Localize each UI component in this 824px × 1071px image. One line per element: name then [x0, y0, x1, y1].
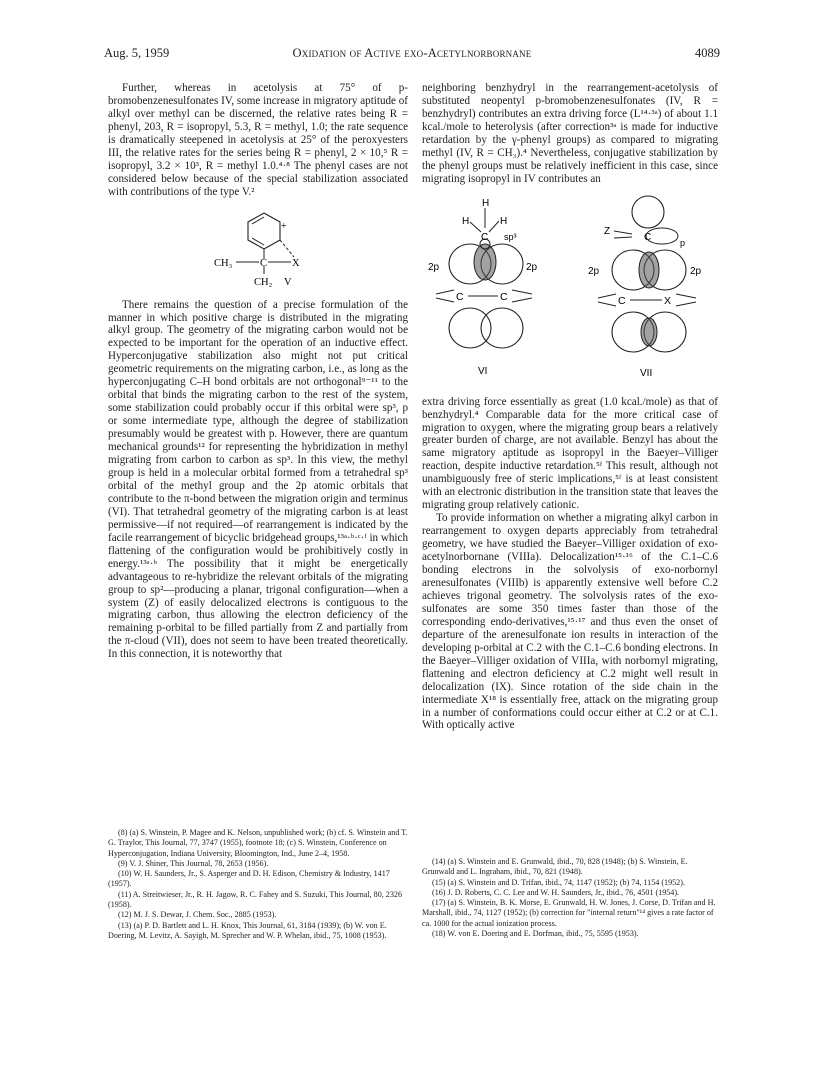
vii-c1-label: C: [618, 294, 626, 307]
orbital-figures: [422, 194, 718, 390]
vi-right-lower-lobe: [481, 308, 523, 348]
footnote: (10) W. H. Saunders, Jr., S. Asperger and D. H. Edison, Chemistry & Industry, 1417 (1957).: [108, 869, 390, 889]
vii-x-label: X: [664, 294, 672, 307]
vi-left-lower-lobe: [449, 308, 491, 348]
vii-axis-left-a: [598, 294, 616, 298]
paragraph-baeyer-villiger: To provide information on whether a migrating alkyl carbon in rearrangement to oxygen departs appreciably from tetrahedral geometry, we have studied the Baeyer–Villiger oxidation of exo-acetylnorbornane (VIIIa). Delocalization¹⁵·¹⁶ of the C.1–C.6 bonding electrons in the solvolysis of exo-norbornyl arenesulfonates (VIIIb) is apparently extensive well before C.2 achieves trigonal geometry. The solvolysis rates of the exo-sulfonates are some 350 times faster than those of the corresponding endo-derivatives,¹⁵·¹⁷ and thus even the onset of departure of the arenesulfonate ion results in interaction of the developing p-orbital at C.2 with the C.1–C.6 bonding electrons. In the Baeyer–Villiger oxidation of VIIIa, with norbornyl migrating, flattening and electron deficiency at C.2 might well result in delocalization (IX). Since rotation of the side chain in the intermediate X¹⁸ is essentially free, attack on the migrating group in a number of conformations could occur either at C.2 or at C.1. With optically active: [422, 512, 718, 732]
vi-bond-h-right: [489, 221, 499, 232]
vi-c-top: C: [481, 231, 489, 243]
vii-z-bond: [614, 231, 632, 234]
page-number: 4089: [695, 46, 720, 60]
vi-bond-h-left: [470, 222, 481, 232]
vi-axis-right-b: [512, 298, 532, 302]
vii-p-lobe: [639, 252, 659, 288]
footnote: (9) V. J. Shiner, This Journal, 78, 2653 (1956).: [118, 858, 269, 868]
ring-plus-sign: +: [281, 220, 287, 232]
vi-2p-right: 2p: [526, 261, 538, 273]
structure-V: [108, 207, 408, 293]
ch3-label: CH₃: [214, 257, 233, 269]
vii-p-label: p: [680, 237, 686, 248]
carbon-label: C: [260, 257, 268, 269]
footnotes-right: [422, 857, 718, 939]
footnote: (14) (a) S. Winstein and E. Grunwald, ibid., 70, 828 (1948); (b) S. Winstein, E. Grunwald and L. Ingraham, ibid., 70, 821 (1948).: [422, 857, 688, 877]
issue-date: Aug. 5, 1959: [104, 46, 170, 60]
vi-h-left: H: [462, 215, 470, 227]
x-label: X: [292, 257, 300, 269]
footnote: (8) (a) S. Winstein, P. Magee and K. Nelson, unpublished work; (b) cf. S. Winstein and T. G. Traylor, This Journal, 77, 3747 (1955), footnote 18; (c) S. Winstein, Conference on Hyperconjugation, Indiana University, Bloomington, Ind., June 2–4, 1958.: [108, 828, 408, 858]
vi-c1-label: C: [456, 290, 464, 303]
ring-outline: [248, 213, 280, 249]
footnote: (12) M. J. S. Dewar, J. Chem. Soc., 2885 (1953).: [118, 910, 277, 920]
left-column: [108, 82, 408, 661]
figure-label-VII: VII: [640, 367, 653, 379]
vii-z-label: Z: [604, 225, 611, 237]
vii-c-top: C: [644, 231, 652, 243]
ch2-label: CH₂: [254, 276, 273, 288]
vi-c2-label: C: [500, 290, 508, 303]
right-column: [422, 82, 718, 732]
running-title: Oxidation of Active exo-Acetylnorbornane: [292, 46, 532, 60]
vii-axis-right-b: [676, 302, 696, 306]
footnotes-left: [108, 828, 408, 941]
figure-label-VI: VI: [478, 365, 488, 377]
ring-double-bond-1: [252, 217, 264, 224]
paragraph-driving-force: extra driving force essentially as great (1.0 kcal./mole) as that of benzhydryl.⁴ Comparable data for the more critical case of migration to oxygen, where the migrating group bears a relatively greater burden of charge, are not available. Benzyl has about the same migratory aptitude as isopropyl in the Baeyer–Villiger reaction, despite inductive retardation.⁵ᶠ This result, although not unambiguously free of steric implications,⁵ᶠ is at least consistent with an electronic distribution in the transition state that leaves the migrating group relatively cationic.: [422, 395, 718, 512]
vii-z-bond-2: [614, 237, 632, 238]
footnote: (11) A. Streitwieser, Jr., R. H. Jagow, R. C. Fahey and S. Suzuki, This Journal, 80, 2326 (1958).: [108, 889, 402, 910]
vi-2p-left: 2p: [428, 261, 440, 273]
vii-p-lower-lobe: [641, 318, 657, 346]
footnote: (16) J. D. Roberts, C. C. Lee and W. H. Saunders, Jr., ibid., 76, 4501 (1954).: [432, 887, 680, 897]
vi-axis-left-a: [436, 290, 454, 294]
footnote: (18) W. von E. Doering and E. Dorfman, ibid., 75, 5595 (1953).: [432, 929, 639, 939]
vii-axis-left-b: [598, 302, 616, 306]
figure-VII: [588, 196, 702, 379]
footnote: (13) (a) P. D. Bartlett and L. H. Knox, This Journal, 61, 3184 (1939); (b) W. von E. Doering, M. Levitz, A. Sayigh, M. Sprecher and W. P. Whelan, ibid., 75, 1008 (1953).: [108, 920, 387, 940]
vii-axis-right-a: [676, 294, 696, 298]
vi-h-top: H: [482, 197, 490, 209]
vi-sp3-label: sp³: [504, 231, 517, 242]
paragraph-benzhydryl: neighboring benzhydryl in the rearrangement-acetolysis of substituted neopentyl p-bromobenzenesulfonates (IV, R = benzhydryl) contributes an extra driving force (L¹⁴·³ᵃ) of about 1.1 kcal./mole to heterolysis (after correction³ᵃ is made for inductive retardation by the γ-phenyl groups) as compared to migrating methyl (IV, R = CH₃).⁴ Nevertheless, conjugative stabilization by the phenyl groups must be relatively inefficient in this case, since migrating isopropyl in IV contributes an: [422, 82, 718, 185]
vii-2p-left: 2p: [588, 265, 600, 277]
footnote: (17) (a) S. Winstein, B. K. Morse, E. Grunwald, H. W. Jones, J. Corse, D. Trifan and H. Marshall, ibid., 74, 1127 (1952); (b) correction for "internal return"¹⁴ gives a rate factor of ca. 1000 for the actual ionization process.: [422, 898, 716, 928]
running-header: [104, 46, 720, 64]
vi-axis-right-a: [512, 290, 532, 294]
paragraph-migratory-aptitude: Further, whereas in acetolysis at 75° of p-bromobenzenesulfonates IV, some increase in migratory aptitude of alkyl over methyl can be discerned, the relative rates being R = phenyl, 203, R = isopropyl, 5.3, R = methyl, 1.0; the rate sequence is dramatically steepened in acetolysis at 25° of the peroxyesters III, the relative rates for the series being R = phenyl, 2 × 10,⁵ R = isopropyl, 3.2 × 10³, R = methyl 1.0.⁴·⁸ The phenyl cases are not considered below because of the special stabilization associated with contributions of the type V.²: [108, 82, 408, 198]
figure-VI: [428, 198, 538, 377]
vii-z-orbital-upper: [632, 196, 664, 228]
vii-2p-right: 2p: [690, 265, 702, 277]
vi-axis-left-b: [436, 298, 454, 302]
ring-double-bond-2: [252, 238, 264, 245]
bond-ring-X: [280, 240, 294, 257]
vi-h-right: H: [500, 215, 508, 227]
paragraph-hybridization: There remains the question of a precise formulation of the manner in which positive charge is distributed in the migrating alkyl group. The geometry of the migrating carbon would not be expected to be important for the operation of an inductive effect. Hyperconjugative stabilization also might not put critical geometric requirements on the migrating carbon, i.e., as long as the hyperconjugating C–H bond orbitals are not orthogonal⁹⁻¹¹ to the orbital that binds the migrating carbon to the rest of the system, some stabilization could probably occur if this orbital were sp³, p or some intermediate type, although the degree of stabilization presumably would be greatest with p. However, there are quantum mechanical grounds¹² for representing the hybridization in methyl migrating from carbon to carbon as sp³. In this view, the methyl group is held in a molecular orbital formed from a tetrahedral sp³ orbital of the methyl group and the 2p atomic orbitals that contribute to the π-bond between the migration origin and terminus (VI). That tetrahedral geometry of the migrating carbon is at least permissive—if not required—of rearrangement is indicated by the facile rearrangement of bicyclic bridgehead groups,¹³ᵃ·ᵇ·ᶜ·ᶠ in which flattening of the configuration would be prohibitively costly in energy.¹³ᵃ·ᵇ The possibility that it might be energetically advantageous to re-hybridize the relevant orbitals of the migrating group to sp²—producing a planar, trigonal configuration—when a system (Z) of easily delocalized electrons is contiguous to the migrating carbon, thus allowing the electron deficiency of the remaining p-orbital to be filled partially from Z and partially from the π-cloud (VII), does not seem to have been treated theoretically. In this connection, it is noteworthy that: [108, 298, 408, 661]
footnote: (15) (a) S. Winstein and D. Trifan, ibid., 74, 1147 (1952); (b) 74, 1154 (1952).: [432, 877, 685, 887]
structure-label-V: V: [284, 276, 292, 288]
